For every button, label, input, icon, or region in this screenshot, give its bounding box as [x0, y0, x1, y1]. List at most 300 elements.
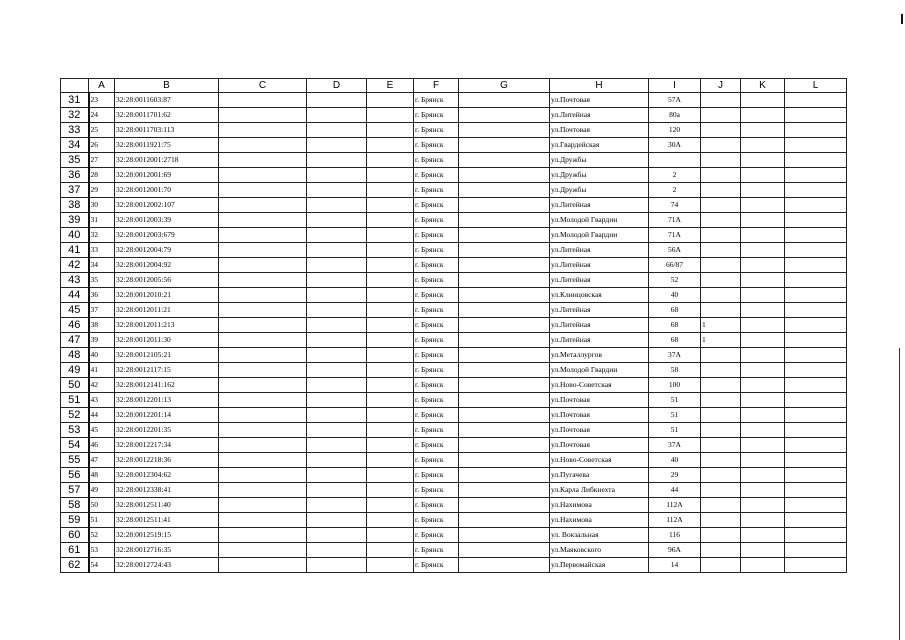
- cell-f-city[interactable]: г. Брянск: [414, 423, 459, 438]
- cell-e[interactable]: [367, 333, 414, 348]
- cell-i-house-number[interactable]: [649, 153, 701, 168]
- cell-l[interactable]: [785, 378, 847, 393]
- cell-c[interactable]: [219, 318, 307, 333]
- cell-d[interactable]: [307, 288, 367, 303]
- cell-f-city[interactable]: г. Брянск: [414, 303, 459, 318]
- cell-i-house-number[interactable]: 51: [649, 408, 701, 423]
- cell-a[interactable]: 46: [89, 438, 115, 453]
- cell-c[interactable]: [219, 93, 307, 108]
- row-number[interactable]: 46: [61, 318, 89, 333]
- cell-d[interactable]: [307, 123, 367, 138]
- cell-c[interactable]: [219, 363, 307, 378]
- cell-a[interactable]: 50: [89, 498, 115, 513]
- cell-k[interactable]: [741, 318, 785, 333]
- cell-k[interactable]: [741, 258, 785, 273]
- row-number[interactable]: 33: [61, 123, 89, 138]
- cell-i-house-number[interactable]: 74: [649, 198, 701, 213]
- cell-h-street[interactable]: ул.Литейная: [550, 303, 649, 318]
- column-header-d[interactable]: D: [307, 79, 367, 93]
- cell-e[interactable]: [367, 258, 414, 273]
- cell-f-city[interactable]: г. Брянск: [414, 393, 459, 408]
- cell-d[interactable]: [307, 543, 367, 558]
- column-header-e[interactable]: E: [367, 79, 414, 93]
- cell-f-city[interactable]: г. Брянск: [414, 558, 459, 573]
- cell-f-city[interactable]: г. Брянск: [414, 363, 459, 378]
- cell-j[interactable]: [701, 393, 741, 408]
- cell-b-cadastral-number[interactable]: 32:28:0012005:56: [115, 273, 219, 288]
- cell-i-house-number[interactable]: 52: [649, 273, 701, 288]
- cell-i-house-number[interactable]: 71А: [649, 213, 701, 228]
- cell-b-cadastral-number[interactable]: 32:28:0012011:21: [115, 303, 219, 318]
- cell-l[interactable]: [785, 93, 847, 108]
- cell-e[interactable]: [367, 513, 414, 528]
- cell-d[interactable]: [307, 333, 367, 348]
- cell-b-cadastral-number[interactable]: 32:28:0012105:21: [115, 348, 219, 363]
- cell-c[interactable]: [219, 108, 307, 123]
- cell-d[interactable]: [307, 513, 367, 528]
- row-number[interactable]: 39: [61, 213, 89, 228]
- cell-g[interactable]: [459, 378, 550, 393]
- cell-a[interactable]: 40: [89, 348, 115, 363]
- cell-d[interactable]: [307, 318, 367, 333]
- cell-g[interactable]: [459, 513, 550, 528]
- cell-d[interactable]: [307, 303, 367, 318]
- cell-g[interactable]: [459, 333, 550, 348]
- cell-k[interactable]: [741, 228, 785, 243]
- cell-e[interactable]: [367, 303, 414, 318]
- row-number[interactable]: 35: [61, 153, 89, 168]
- cell-b-cadastral-number[interactable]: 32:28:0012217:34: [115, 438, 219, 453]
- cell-b-cadastral-number[interactable]: 32:28:0011603:87: [115, 93, 219, 108]
- row-number[interactable]: 52: [61, 408, 89, 423]
- cell-f-city[interactable]: г. Брянск: [414, 123, 459, 138]
- cell-d[interactable]: [307, 273, 367, 288]
- cell-h-street[interactable]: ул.Литейная: [550, 258, 649, 273]
- cell-a[interactable]: 38: [89, 318, 115, 333]
- cell-d[interactable]: [307, 93, 367, 108]
- cell-g[interactable]: [459, 423, 550, 438]
- cell-k[interactable]: [741, 183, 785, 198]
- cell-a[interactable]: 48: [89, 468, 115, 483]
- cell-i-house-number[interactable]: 58: [649, 363, 701, 378]
- cell-f-city[interactable]: г. Брянск: [414, 543, 459, 558]
- cell-l[interactable]: [785, 513, 847, 528]
- cell-c[interactable]: [219, 453, 307, 468]
- cell-k[interactable]: [741, 303, 785, 318]
- cell-l[interactable]: [785, 363, 847, 378]
- cell-c[interactable]: [219, 168, 307, 183]
- cell-k[interactable]: [741, 408, 785, 423]
- cell-f-city[interactable]: г. Брянск: [414, 243, 459, 258]
- cell-j[interactable]: [701, 243, 741, 258]
- cell-h-street[interactable]: ул.Литейная: [550, 333, 649, 348]
- cell-d[interactable]: [307, 168, 367, 183]
- cell-g[interactable]: [459, 393, 550, 408]
- cell-h-street[interactable]: ул.Нахимова: [550, 513, 649, 528]
- cell-g[interactable]: [459, 213, 550, 228]
- cell-e[interactable]: [367, 528, 414, 543]
- cell-c[interactable]: [219, 183, 307, 198]
- row-number[interactable]: 45: [61, 303, 89, 318]
- cell-l[interactable]: [785, 213, 847, 228]
- cell-i-house-number[interactable]: 40: [649, 288, 701, 303]
- cell-c[interactable]: [219, 393, 307, 408]
- cell-e[interactable]: [367, 453, 414, 468]
- cell-i-house-number[interactable]: 80а: [649, 108, 701, 123]
- cell-b-cadastral-number[interactable]: 32:28:0012716:35: [115, 543, 219, 558]
- cell-a[interactable]: 44: [89, 408, 115, 423]
- cell-l[interactable]: [785, 498, 847, 513]
- cell-i-house-number[interactable]: 2: [649, 183, 701, 198]
- cell-h-street[interactable]: ул.Пугачева: [550, 468, 649, 483]
- cell-e[interactable]: [367, 363, 414, 378]
- row-number[interactable]: 43: [61, 273, 89, 288]
- row-number[interactable]: 32: [61, 108, 89, 123]
- cell-k[interactable]: [741, 393, 785, 408]
- column-header-a[interactable]: A: [89, 79, 115, 93]
- cell-c[interactable]: [219, 558, 307, 573]
- cell-e[interactable]: [367, 438, 414, 453]
- cell-h-street[interactable]: ул.Металлургов: [550, 348, 649, 363]
- cell-j[interactable]: [701, 483, 741, 498]
- cell-a[interactable]: 34: [89, 258, 115, 273]
- cell-l[interactable]: [785, 408, 847, 423]
- cell-b-cadastral-number[interactable]: 32:28:0012002:107: [115, 198, 219, 213]
- cell-l[interactable]: [785, 138, 847, 153]
- cell-h-street[interactable]: ул.Почтовая: [550, 393, 649, 408]
- cell-d[interactable]: [307, 408, 367, 423]
- cell-b-cadastral-number[interactable]: 32:28:0012304:62: [115, 468, 219, 483]
- cell-b-cadastral-number[interactable]: 32:28:0012511:41: [115, 513, 219, 528]
- cell-l[interactable]: [785, 273, 847, 288]
- cell-d[interactable]: [307, 183, 367, 198]
- cell-l[interactable]: [785, 528, 847, 543]
- cell-l[interactable]: [785, 243, 847, 258]
- cell-g[interactable]: [459, 153, 550, 168]
- cell-i-house-number[interactable]: 30А: [649, 138, 701, 153]
- row-number[interactable]: 44: [61, 288, 89, 303]
- cell-a[interactable]: 53: [89, 543, 115, 558]
- cell-g[interactable]: [459, 108, 550, 123]
- cell-h-street[interactable]: ул.Почтовая: [550, 93, 649, 108]
- cell-h-street[interactable]: ул.Дружбы: [550, 153, 649, 168]
- column-header-b[interactable]: B: [115, 79, 219, 93]
- column-header-i[interactable]: I: [649, 79, 701, 93]
- cell-h-street[interactable]: ул.Ново-Советская: [550, 453, 649, 468]
- cell-l[interactable]: [785, 123, 847, 138]
- cell-g[interactable]: [459, 183, 550, 198]
- cell-i-house-number[interactable]: 44: [649, 483, 701, 498]
- cell-k[interactable]: [741, 528, 785, 543]
- cell-i-house-number[interactable]: 57А: [649, 93, 701, 108]
- cell-b-cadastral-number[interactable]: 32:28:0012003:39: [115, 213, 219, 228]
- column-header-c[interactable]: C: [219, 79, 307, 93]
- cell-a[interactable]: 27: [89, 153, 115, 168]
- cell-l[interactable]: [785, 393, 847, 408]
- cell-b-cadastral-number[interactable]: 32:28:0012141:162: [115, 378, 219, 393]
- cell-c[interactable]: [219, 438, 307, 453]
- column-header-f[interactable]: F: [414, 79, 459, 93]
- row-number[interactable]: 62: [61, 558, 89, 573]
- cell-h-street[interactable]: ул.Клинцовская: [550, 288, 649, 303]
- cell-k[interactable]: [741, 123, 785, 138]
- cell-b-cadastral-number[interactable]: 32:28:0012201:35: [115, 423, 219, 438]
- cell-l[interactable]: [785, 198, 847, 213]
- row-number[interactable]: 59: [61, 513, 89, 528]
- cell-l[interactable]: [785, 168, 847, 183]
- row-number[interactable]: 57: [61, 483, 89, 498]
- cell-j[interactable]: 1: [701, 333, 741, 348]
- cell-h-street[interactable]: ул.Ново-Советская: [550, 378, 649, 393]
- cell-a[interactable]: 37: [89, 303, 115, 318]
- column-header-l[interactable]: L: [785, 79, 847, 93]
- cell-a[interactable]: 42: [89, 378, 115, 393]
- cell-a[interactable]: 39: [89, 333, 115, 348]
- cell-g[interactable]: [459, 348, 550, 363]
- cell-d[interactable]: [307, 363, 367, 378]
- cell-i-house-number[interactable]: 51: [649, 393, 701, 408]
- cell-l[interactable]: [785, 438, 847, 453]
- cell-c[interactable]: [219, 348, 307, 363]
- cell-j[interactable]: [701, 108, 741, 123]
- cell-l[interactable]: [785, 558, 847, 573]
- cell-d[interactable]: [307, 243, 367, 258]
- cell-e[interactable]: [367, 498, 414, 513]
- cell-d[interactable]: [307, 228, 367, 243]
- cell-d[interactable]: [307, 483, 367, 498]
- cell-k[interactable]: [741, 198, 785, 213]
- cell-a[interactable]: 31: [89, 213, 115, 228]
- cell-f-city[interactable]: г. Брянск: [414, 288, 459, 303]
- cell-j[interactable]: [701, 528, 741, 543]
- cell-j[interactable]: [701, 363, 741, 378]
- cell-h-street[interactable]: ул.Маяковского: [550, 543, 649, 558]
- column-header-h[interactable]: H: [550, 79, 649, 93]
- cell-g[interactable]: [459, 258, 550, 273]
- cell-d[interactable]: [307, 213, 367, 228]
- cell-k[interactable]: [741, 168, 785, 183]
- cell-e[interactable]: [367, 348, 414, 363]
- cell-h-street[interactable]: ул.Литейная: [550, 318, 649, 333]
- cell-i-house-number[interactable]: 51: [649, 423, 701, 438]
- cell-a[interactable]: 51: [89, 513, 115, 528]
- cell-h-street[interactable]: ул.Молодой Гвардии: [550, 213, 649, 228]
- cell-g[interactable]: [459, 528, 550, 543]
- cell-f-city[interactable]: г. Брянск: [414, 168, 459, 183]
- cell-i-house-number[interactable]: 68: [649, 303, 701, 318]
- column-header-g[interactable]: G: [459, 79, 550, 93]
- cell-l[interactable]: [785, 348, 847, 363]
- row-number[interactable]: 50: [61, 378, 89, 393]
- cell-k[interactable]: [741, 438, 785, 453]
- cell-c[interactable]: [219, 273, 307, 288]
- cell-j[interactable]: 1: [701, 318, 741, 333]
- cell-c[interactable]: [219, 423, 307, 438]
- cell-f-city[interactable]: г. Брянск: [414, 468, 459, 483]
- cell-g[interactable]: [459, 93, 550, 108]
- cell-f-city[interactable]: г. Брянск: [414, 453, 459, 468]
- corner-cell[interactable]: [61, 79, 89, 93]
- cell-j[interactable]: [701, 303, 741, 318]
- cell-j[interactable]: [701, 453, 741, 468]
- cell-d[interactable]: [307, 138, 367, 153]
- cell-b-cadastral-number[interactable]: 32:28:0011703:113: [115, 123, 219, 138]
- cell-h-street[interactable]: ул.Дружбы: [550, 183, 649, 198]
- cell-g[interactable]: [459, 408, 550, 423]
- row-number[interactable]: 53: [61, 423, 89, 438]
- cell-e[interactable]: [367, 213, 414, 228]
- row-number[interactable]: 61: [61, 543, 89, 558]
- cell-a[interactable]: 49: [89, 483, 115, 498]
- cell-d[interactable]: [307, 378, 367, 393]
- cell-h-street[interactable]: ул.Литейная: [550, 273, 649, 288]
- cell-h-street[interactable]: ул.Гвардейская: [550, 138, 649, 153]
- cell-c[interactable]: [219, 243, 307, 258]
- cell-f-city[interactable]: г. Брянск: [414, 378, 459, 393]
- cell-f-city[interactable]: г. Брянск: [414, 513, 459, 528]
- cell-k[interactable]: [741, 378, 785, 393]
- cell-g[interactable]: [459, 438, 550, 453]
- cell-d[interactable]: [307, 258, 367, 273]
- cell-k[interactable]: [741, 498, 785, 513]
- cell-b-cadastral-number[interactable]: 32:28:0012117:15: [115, 363, 219, 378]
- row-number[interactable]: 51: [61, 393, 89, 408]
- cell-l[interactable]: [785, 288, 847, 303]
- cell-c[interactable]: [219, 153, 307, 168]
- cell-i-house-number[interactable]: 14: [649, 558, 701, 573]
- row-number[interactable]: 49: [61, 363, 89, 378]
- cell-f-city[interactable]: г. Брянск: [414, 258, 459, 273]
- cell-b-cadastral-number[interactable]: 32:28:0012003:679: [115, 228, 219, 243]
- cell-j[interactable]: [701, 258, 741, 273]
- cell-f-city[interactable]: г. Брянск: [414, 318, 459, 333]
- cell-d[interactable]: [307, 153, 367, 168]
- cell-f-city[interactable]: г. Брянск: [414, 333, 459, 348]
- cell-e[interactable]: [367, 468, 414, 483]
- cell-j[interactable]: [701, 123, 741, 138]
- row-number[interactable]: 38: [61, 198, 89, 213]
- cell-l[interactable]: [785, 318, 847, 333]
- cell-l[interactable]: [785, 543, 847, 558]
- cell-k[interactable]: [741, 153, 785, 168]
- cell-g[interactable]: [459, 363, 550, 378]
- cell-h-street[interactable]: ул.Нахимова: [550, 498, 649, 513]
- cell-k[interactable]: [741, 363, 785, 378]
- cell-b-cadastral-number[interactable]: 32:28:0011921:75: [115, 138, 219, 153]
- cell-f-city[interactable]: г. Брянск: [414, 228, 459, 243]
- cell-f-city[interactable]: г. Брянск: [414, 348, 459, 363]
- cell-l[interactable]: [785, 258, 847, 273]
- cell-f-city[interactable]: г. Брянск: [414, 438, 459, 453]
- cell-h-street[interactable]: ул.Литейная: [550, 198, 649, 213]
- cell-l[interactable]: [785, 333, 847, 348]
- cell-k[interactable]: [741, 333, 785, 348]
- cell-j[interactable]: [701, 183, 741, 198]
- cell-c[interactable]: [219, 483, 307, 498]
- cell-i-house-number[interactable]: 116: [649, 528, 701, 543]
- cell-h-street[interactable]: ул.Дружбы: [550, 168, 649, 183]
- cell-j[interactable]: [701, 168, 741, 183]
- cell-b-cadastral-number[interactable]: 32:28:0012338:41: [115, 483, 219, 498]
- cell-k[interactable]: [741, 243, 785, 258]
- row-number[interactable]: 47: [61, 333, 89, 348]
- cell-l[interactable]: [785, 483, 847, 498]
- cell-e[interactable]: [367, 183, 414, 198]
- cell-f-city[interactable]: г. Брянск: [414, 183, 459, 198]
- cell-f-city[interactable]: г. Брянск: [414, 138, 459, 153]
- cell-g[interactable]: [459, 228, 550, 243]
- cell-i-house-number[interactable]: 29: [649, 468, 701, 483]
- cell-k[interactable]: [741, 93, 785, 108]
- cell-e[interactable]: [367, 168, 414, 183]
- cell-a[interactable]: 52: [89, 528, 115, 543]
- cell-a[interactable]: 33: [89, 243, 115, 258]
- cell-d[interactable]: [307, 498, 367, 513]
- cell-g[interactable]: [459, 198, 550, 213]
- cell-c[interactable]: [219, 288, 307, 303]
- cell-c[interactable]: [219, 138, 307, 153]
- cell-a[interactable]: 43: [89, 393, 115, 408]
- cell-a[interactable]: 35: [89, 273, 115, 288]
- cell-e[interactable]: [367, 483, 414, 498]
- cell-g[interactable]: [459, 168, 550, 183]
- row-number[interactable]: 42: [61, 258, 89, 273]
- cell-j[interactable]: [701, 273, 741, 288]
- cell-j[interactable]: [701, 348, 741, 363]
- cell-g[interactable]: [459, 558, 550, 573]
- cell-d[interactable]: [307, 558, 367, 573]
- cell-e[interactable]: [367, 423, 414, 438]
- cell-f-city[interactable]: г. Брянск: [414, 93, 459, 108]
- row-number[interactable]: 60: [61, 528, 89, 543]
- cell-e[interactable]: [367, 243, 414, 258]
- cell-b-cadastral-number[interactable]: 32:28:0011701:62: [115, 108, 219, 123]
- cell-c[interactable]: [219, 123, 307, 138]
- cell-k[interactable]: [741, 468, 785, 483]
- cell-c[interactable]: [219, 543, 307, 558]
- row-number[interactable]: 40: [61, 228, 89, 243]
- cell-b-cadastral-number[interactable]: 32:28:0012001:69: [115, 168, 219, 183]
- cell-b-cadastral-number[interactable]: 32:28:0012011:30: [115, 333, 219, 348]
- cell-b-cadastral-number[interactable]: 32:28:0012001:70: [115, 183, 219, 198]
- cell-c[interactable]: [219, 498, 307, 513]
- cell-k[interactable]: [741, 288, 785, 303]
- cell-f-city[interactable]: г. Брянск: [414, 198, 459, 213]
- row-number[interactable]: 31: [61, 93, 89, 108]
- cell-i-house-number[interactable]: 68: [649, 318, 701, 333]
- cell-f-city[interactable]: г. Брянск: [414, 108, 459, 123]
- cell-c[interactable]: [219, 528, 307, 543]
- cell-d[interactable]: [307, 198, 367, 213]
- cell-j[interactable]: [701, 153, 741, 168]
- cell-e[interactable]: [367, 393, 414, 408]
- cell-a[interactable]: 26: [89, 138, 115, 153]
- cell-c[interactable]: [219, 303, 307, 318]
- cell-j[interactable]: [701, 543, 741, 558]
- cell-i-house-number[interactable]: 68: [649, 333, 701, 348]
- cell-g[interactable]: [459, 243, 550, 258]
- row-number[interactable]: 41: [61, 243, 89, 258]
- cell-b-cadastral-number[interactable]: 32:28:0012519:15: [115, 528, 219, 543]
- cell-a[interactable]: 41: [89, 363, 115, 378]
- cell-h-street[interactable]: ул.Первомайская: [550, 558, 649, 573]
- cell-f-city[interactable]: г. Брянск: [414, 408, 459, 423]
- cell-h-street[interactable]: ул.Карла Либкнехта: [550, 483, 649, 498]
- cell-d[interactable]: [307, 348, 367, 363]
- cell-l[interactable]: [785, 423, 847, 438]
- cell-g[interactable]: [459, 483, 550, 498]
- cell-b-cadastral-number[interactable]: 32:28:0012511:40: [115, 498, 219, 513]
